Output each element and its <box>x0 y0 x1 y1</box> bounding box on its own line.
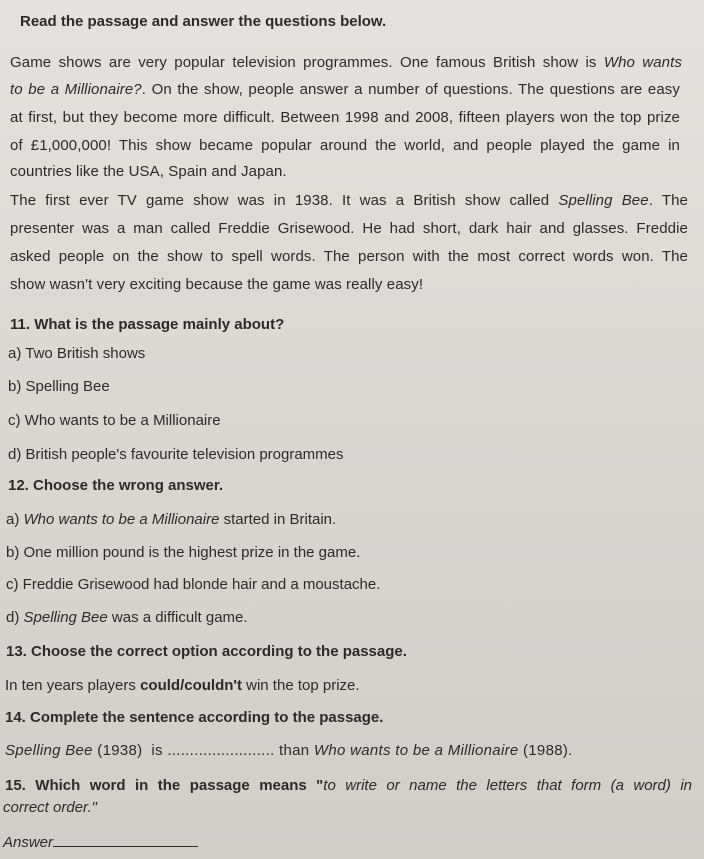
passage-line: presenter was a man called Freddie Grisewood. He had short, dark hair and glasses. Freddie <box>10 220 688 237</box>
question-15-line2: correct order." <box>3 799 97 816</box>
q11-option-a: a) Two British shows <box>8 345 146 362</box>
q12-option-a: a) Who wants to be a Millionaire started in Britain. <box>6 511 337 528</box>
question-14: 14. Complete the sentence according to the passage. <box>5 709 384 726</box>
q11-option-d: d) British people's favourite television programmes <box>8 446 344 463</box>
answer-line <box>3 832 704 852</box>
passage-line: Game shows are very popular television programmes. One famous British show is Who wants <box>10 54 682 71</box>
passage-line: to be a Millionaire?. On the show, people answer a number of questions. The questions are easy <box>10 81 680 98</box>
passage-line: at first, but they become more difficult. Between 1998 and 2008, fifteen players won the top prize <box>10 109 680 126</box>
q13-sentence: In ten years players could/couldn't win the top prize. <box>5 677 360 694</box>
question-12: 12. Choose the wrong answer. <box>8 477 224 494</box>
q12-option-b: b) One million pound is the highest prize in the game. <box>6 544 361 561</box>
question-11: 11. What is the passage mainly about? <box>10 316 285 333</box>
instruction: Read the passage and answer the questions below. <box>20 13 387 30</box>
q12-option-c: c) Freddie Grisewood had blonde hair and a moustache. <box>6 576 381 593</box>
question-15: 15. Which word in the passage means "to write or name the letters that form (a word) in <box>5 777 693 794</box>
q11-option-b: b) Spelling Bee <box>8 378 110 395</box>
passage-line: countries like the USA, Spain and Japan. <box>10 163 287 180</box>
answer-blank[interactable] <box>53 832 198 847</box>
question-13: 13. Choose the correct option according to the passage. <box>6 643 407 660</box>
passage-line: asked people on the show to spell words. The person with the most correct words won. The <box>10 248 688 265</box>
q14-sentence: Spelling Bee (1938) is ........................ than Who wants to be a Millionaire (1988). <box>5 742 573 759</box>
q14-blank[interactable]: ........................ <box>167 742 275 759</box>
q11-option-c: c) Who wants to be a Millionaire <box>8 412 221 429</box>
q12-option-d: d) Spelling Bee was a difficult game. <box>6 609 248 626</box>
passage-line: show wasn't very exciting because the game was really easy! <box>10 276 424 293</box>
answer-label: Answer <box>3 834 54 851</box>
passage-line: The first ever TV game show was in 1938. It was a British show called Spelling Bee. The <box>10 192 688 209</box>
passage-line: of £1,000,000! This show became popular around the world, and people played the game in <box>10 137 680 154</box>
